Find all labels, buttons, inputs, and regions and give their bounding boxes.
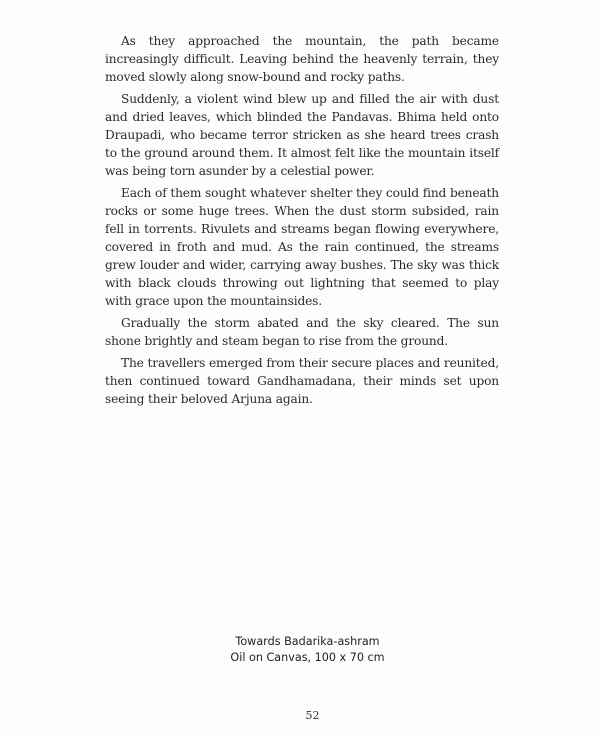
- painting-medium: Oil on Canvas, 100 x 70 cm: [230, 650, 385, 664]
- paragraph-1: As they approached the mountain, the path became increasingly difficult. Leaving behind the heavenly terrain, they moved slowly along snow-bound and rocky paths.: [105, 34, 499, 85]
- paragraph-3: Each of them sought whatever shelter they could find beneath rocks or some huge trees. When the dust storm subsided, rain fell in torrents. Rivulets and streams began flowing everywhere, covered in froth and mud. As the rain continued, the streams grew louder and wider, carrying away bushes. The sky was thick with black clouds throwing out lightning that seemed to play with grace upon the mountainsides.: [105, 185, 499, 309]
- paragraph-2: Suddenly, a violent wind blew up and filled the air with dust and dried leaves, which blinded the Pandavas. Bhima held onto Draupadi, who became terror stricken as she heard trees crash to the ground around them. It almost felt like the mountain itself was being torn asunder by a celestial power.: [105, 91, 499, 179]
- paragraph-5: The travellers emerged from their secure places and reunited, then continued toward Gandhamadana, their minds set upon seeing their beloved Arjuna again.: [105, 355, 499, 406]
- painting-caption: [0, 634, 600, 665]
- painting-title: Towards Badarika-ashram: [235, 635, 380, 648]
- page-number: 52: [305, 709, 320, 722]
- story-text: [105, 32, 499, 411]
- paragraph-4: Gradually the storm abated and the sky cleared. The sun shone brightly and steam began to rise from the ground.: [105, 315, 499, 348]
